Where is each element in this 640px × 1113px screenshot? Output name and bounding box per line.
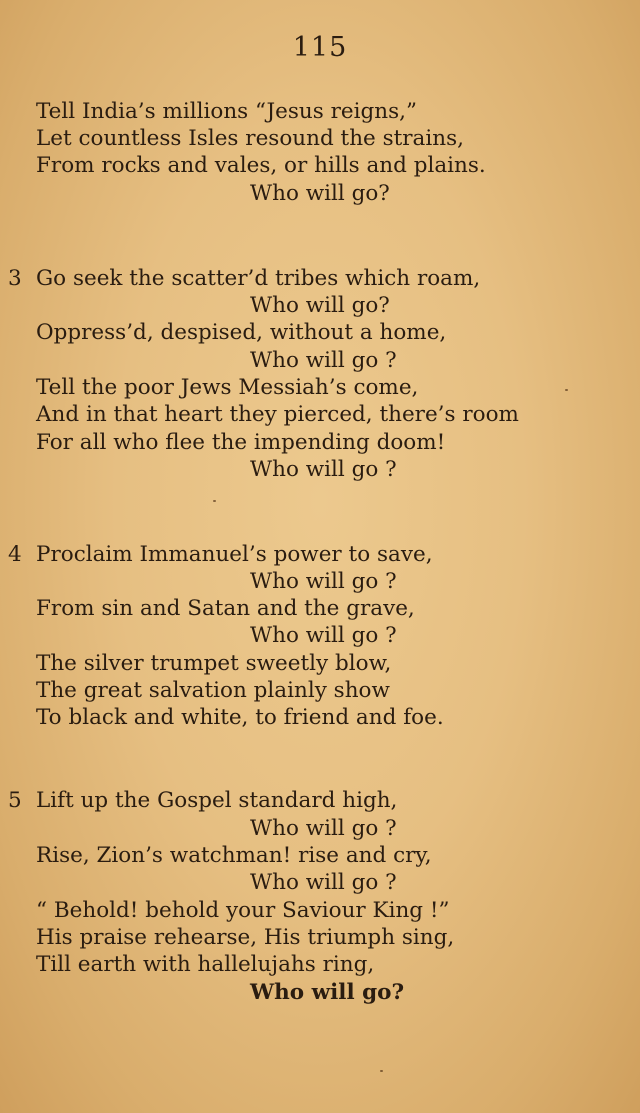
- refrain-line: Who will go ?: [250, 870, 397, 895]
- verse-line: For all who flee the impending doom!: [36, 430, 446, 455]
- verse-line: His praise rehearse, His triumph sing,: [36, 925, 455, 950]
- verse-line: Rise, Zion’s watchman! rise and cry,: [36, 843, 432, 868]
- verse-line: To black and white, to friend and foe.: [36, 705, 444, 730]
- verse-line: And in that heart they pierced, there’s room: [36, 402, 519, 427]
- refrain-line: Who will go ?: [250, 623, 397, 648]
- verse-line: The silver trumpet sweetly blow,: [36, 651, 392, 676]
- verse-line: Till earth with hallelujahs ring,: [36, 952, 375, 977]
- verse-line: From rocks and vales, or hills and plains.: [36, 153, 486, 178]
- verse-line: Lift up the Gospel standard high,: [36, 788, 398, 813]
- verse-line: Let countless Isles resound the strains,: [36, 126, 464, 151]
- refrain-line: Who will go?: [250, 181, 390, 206]
- verse-line: Tell the poor Jews Messiah’s come,: [36, 375, 419, 400]
- verse-line: “ Behold! behold your Saviour King !”: [36, 898, 450, 923]
- page-number: 115: [292, 32, 348, 63]
- verse-line: Tell India’s millions “Jesus reigns,”: [36, 99, 417, 124]
- refrain-line: Who will go ?: [250, 569, 397, 594]
- stanza-number: 5: [8, 788, 22, 813]
- refrain-line: Who will go ?: [250, 348, 397, 373]
- refrain-line: Who will go ?: [250, 816, 397, 841]
- refrain-line: Who will go ?: [250, 457, 397, 482]
- stanza-number: 3: [8, 266, 22, 291]
- verse-line: Oppress’d, despised, without a home,: [36, 320, 447, 345]
- verse-line: From sin and Satan and the grave,: [36, 596, 415, 621]
- paper-speck: [213, 500, 216, 502]
- verse-line: Go seek the scatter’d tribes which roam,: [36, 266, 481, 291]
- paper-speck: [380, 1070, 383, 1072]
- verse-line: The great salvation plainly show: [36, 678, 390, 703]
- refrain-line: Who will go?: [250, 980, 405, 1005]
- verse-line: Proclaim Immanuel’s power to save,: [36, 542, 433, 567]
- stanza-number: 4: [8, 542, 22, 567]
- paper-speck: [565, 389, 568, 391]
- refrain-line: Who will go?: [250, 293, 390, 318]
